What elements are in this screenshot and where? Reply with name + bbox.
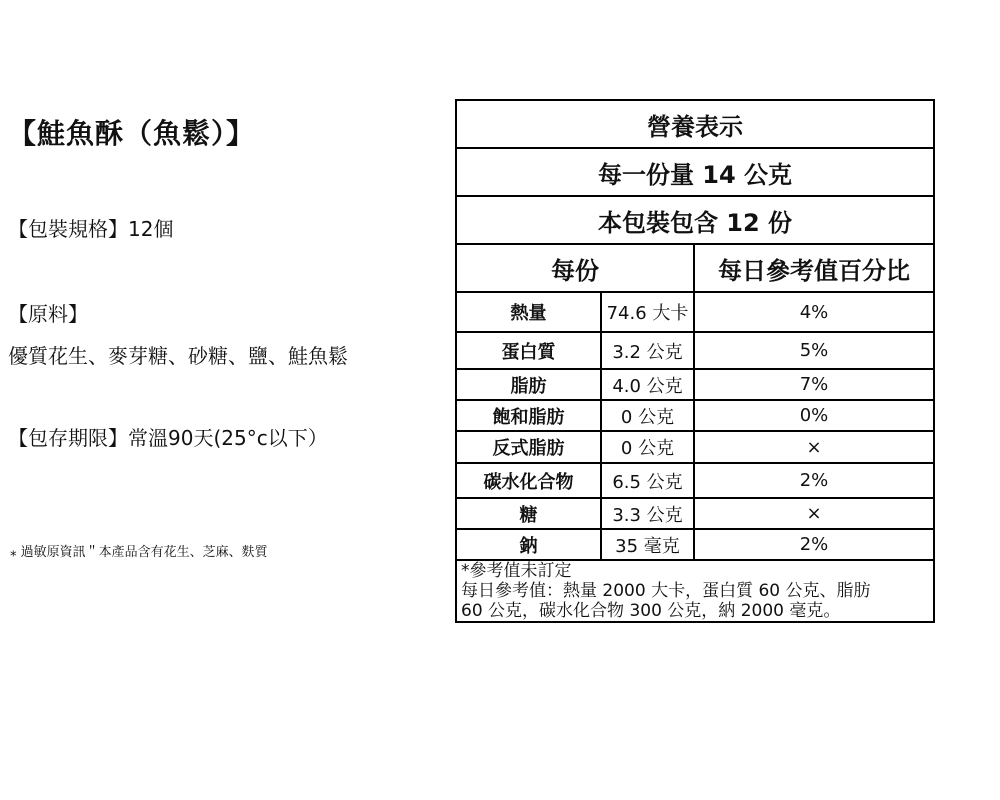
nutrient-amount: 3.2 公克 — [601, 332, 694, 369]
nutrient-amount: 4.0 公克 — [601, 369, 694, 400]
footnote-daily-reference-cont: 60 公克，碳水化合物 300 公克，納 2000 毫克。 — [461, 601, 841, 621]
nutrient-name: 熱量 — [456, 292, 601, 332]
nutrient-row — [456, 498, 934, 529]
allergen-note: ⁎ 過敏原資訊＂本產品含有花生、芝麻、麩質 — [10, 545, 268, 560]
nutrient-row — [456, 332, 934, 369]
shelf-life: 【包存期限】常溫90天(25°c以下） — [8, 426, 328, 450]
serving-size-row — [456, 148, 934, 196]
nutrient-name: 飽和脂肪 — [456, 400, 601, 431]
nutrient-percent: × — [694, 431, 934, 463]
nutrient-amount: 74.6 大卡 — [601, 292, 694, 332]
nutrient-row — [456, 431, 934, 463]
nutrient-amount: 3.3 公克 — [601, 498, 694, 529]
nutrition-table — [455, 99, 935, 623]
nutrient-name: 碳水化合物 — [456, 463, 601, 498]
nutrition-footnote-row — [456, 560, 934, 622]
nutrient-row — [456, 292, 934, 332]
servings-per-package: 本包裝包含 12 份 — [456, 196, 934, 244]
product-title: 【鮭魚酥（魚鬆）】 — [8, 117, 256, 150]
nutrient-row — [456, 400, 934, 431]
servings-per-package-row — [456, 196, 934, 244]
nutrient-percent: 5% — [694, 332, 934, 369]
nutrient-amount: 0 公克 — [601, 431, 694, 463]
serving-size: 每一份量 14 公克 — [456, 148, 934, 196]
nutrition-title: 營養表示 — [456, 100, 934, 148]
column-header-daily-value: 每日參考值百分比 — [694, 244, 934, 292]
nutrient-percent: 7% — [694, 369, 934, 400]
package-spec: 【包裝規格】12個 — [8, 217, 174, 241]
nutrient-name: 脂肪 — [456, 369, 601, 400]
nutrient-name: 蛋白質 — [456, 332, 601, 369]
nutrient-name: 鈉 — [456, 529, 601, 560]
column-header-per-serving: 每份 — [456, 244, 694, 292]
ingredients-text: 優質花生、麥芽糖、砂糖、鹽、鮭魚鬆 — [8, 344, 348, 368]
nutrient-row — [456, 529, 934, 560]
nutrient-percent: 4% — [694, 292, 934, 332]
nutrient-percent: 2% — [694, 463, 934, 498]
nutrient-amount: 35 毫克 — [601, 529, 694, 560]
nutrition-title-row — [456, 100, 934, 148]
nutrient-name: 反式脂肪 — [456, 431, 601, 463]
nutrient-row — [456, 463, 934, 498]
nutrient-row — [456, 369, 934, 400]
nutrient-percent: 2% — [694, 529, 934, 560]
nutrient-amount: 6.5 公克 — [601, 463, 694, 498]
footnote-not-established: *參考值未訂定 — [461, 561, 572, 581]
ingredients-heading: 【原料】 — [8, 302, 88, 326]
nutrient-percent: 0% — [694, 400, 934, 431]
footnote-daily-reference: 每日參考值：熱量 2000 大卡，蛋白質 60 公克、脂肪 — [461, 581, 871, 601]
nutrition-footnote — [456, 560, 934, 622]
nutrient-percent: × — [694, 498, 934, 529]
column-header-row — [456, 244, 934, 292]
nutrient-name: 糖 — [456, 498, 601, 529]
nutrient-amount: 0 公克 — [601, 400, 694, 431]
